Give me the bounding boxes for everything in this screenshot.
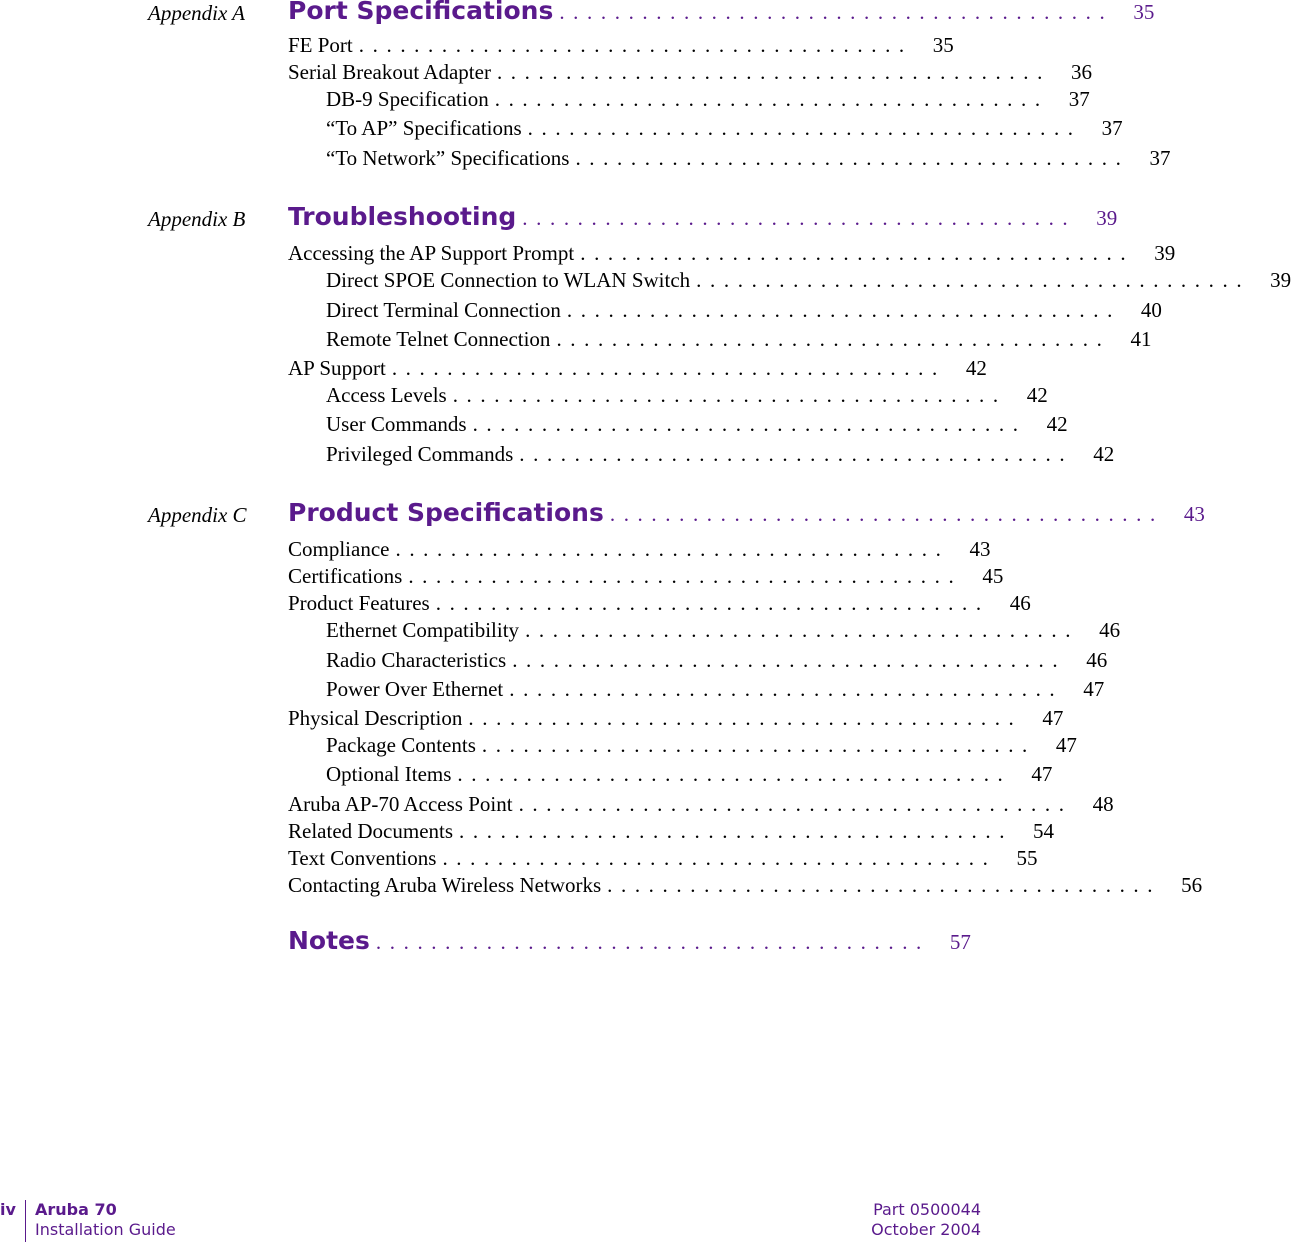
entry-title: Remote Telnet Connection [326, 327, 551, 351]
section-title: Troubleshooting [288, 202, 517, 231]
toc-entry[interactable] [288, 537, 991, 563]
toc-subentry[interactable] [326, 268, 1291, 294]
section-heading[interactable] [288, 0, 1155, 26]
entry-page-number: 36 [1070, 60, 1092, 84]
footer-guide: Installation Guide [35, 1220, 176, 1239]
toc-entry[interactable] [288, 356, 987, 382]
dot-leader: ........................................ [442, 846, 997, 870]
section-page-number: 57 [949, 930, 971, 954]
dot-leader: ........................................ [512, 648, 1067, 672]
entry-title: “To Network” Specifications [326, 146, 570, 170]
appendix-label: Appendix C [148, 503, 247, 527]
toc-entry[interactable] [288, 60, 1092, 86]
entry-title: Direct SPOE Connection to WLAN Switch [326, 268, 691, 292]
toc-subentry[interactable] [326, 116, 1123, 142]
dot-leader: ........................................ [607, 873, 1162, 897]
dot-leader: ........................................ [391, 356, 946, 380]
toc-entry[interactable] [288, 846, 1038, 872]
entry-page-number: 42 [965, 356, 987, 380]
dot-leader: ........................................ [609, 502, 1164, 526]
section-page-number: 39 [1096, 206, 1118, 230]
entry-page-number: 45 [982, 564, 1004, 588]
appendix-label: Appendix B [148, 207, 246, 231]
footer-date: October 2004 [871, 1220, 981, 1239]
entry-page-number: 54 [1033, 819, 1055, 843]
toc-entry[interactable] [288, 564, 1004, 590]
dot-leader: ........................................ [556, 327, 1111, 351]
toc-entry[interactable] [288, 819, 1055, 845]
entry-title: Privileged Commands [326, 442, 514, 466]
footer-page-number: iv [0, 1200, 16, 1219]
dot-leader: ........................................ [468, 706, 1023, 730]
toc-entry[interactable] [288, 33, 954, 59]
entry-page-number: 39 [1154, 241, 1176, 265]
section-page-number: 43 [1183, 502, 1205, 526]
footer-divider [25, 1200, 26, 1242]
entry-page-number: 48 [1092, 792, 1114, 816]
entry-title: Contacting Aruba Wireless Networks [288, 873, 602, 897]
entry-title: Optional Items [326, 762, 452, 786]
entry-title: Compliance [288, 537, 390, 561]
toc-subentry[interactable] [326, 383, 1048, 409]
section-heading[interactable] [288, 498, 1205, 528]
dot-leader: ........................................ [518, 792, 1073, 816]
entry-title: AP Support [288, 356, 386, 380]
toc-entry[interactable] [288, 706, 1064, 732]
dot-leader: ........................................ [457, 762, 1012, 786]
toc-subentry[interactable] [326, 442, 1115, 468]
toc-subentry[interactable] [326, 618, 1121, 644]
page-footer [0, 1196, 982, 1243]
entry-title: Accessing the AP Support Prompt [288, 241, 575, 265]
dot-leader: ........................................ [395, 537, 950, 561]
entry-title: Access Levels [326, 383, 447, 407]
entry-title: FE Port [288, 33, 353, 57]
entry-page-number: 41 [1130, 327, 1152, 351]
section-page-number: 35 [1133, 0, 1155, 24]
dot-leader: ........................................ [435, 591, 990, 615]
section-title: Port Specifications [288, 0, 554, 25]
entry-title: “To AP” Specifications [326, 116, 522, 140]
entry-page-number: 37 [1068, 87, 1090, 111]
entry-page-number: 42 [1026, 383, 1048, 407]
entry-page-number: 46 [1086, 648, 1108, 672]
entry-page-number: 37 [1101, 116, 1123, 140]
toc-subentry[interactable] [326, 298, 1162, 324]
appendix-label: Appendix A [148, 1, 246, 25]
footer-product: Aruba 70 [35, 1200, 117, 1219]
entry-page-number: 40 [1140, 298, 1162, 322]
dot-leader: ........................................ [519, 442, 1074, 466]
entry-page-number: 46 [1009, 591, 1031, 615]
section-heading[interactable] [288, 202, 1118, 232]
entry-page-number: 42 [1046, 412, 1068, 436]
toc-subentry[interactable] [326, 146, 1171, 172]
entry-title: Direct Terminal Connection [326, 298, 561, 322]
dot-leader: ........................................ [566, 298, 1121, 322]
dot-leader: ........................................ [452, 383, 1007, 407]
toc-entry[interactable] [288, 591, 1031, 617]
entry-page-number: 42 [1093, 442, 1115, 466]
dot-leader: ........................................ [696, 268, 1251, 292]
entry-page-number: 47 [1031, 762, 1053, 786]
entry-page-number: 47 [1055, 733, 1077, 757]
entry-title: Product Features [288, 591, 430, 615]
entry-page-number: 46 [1099, 618, 1121, 642]
entry-title: Package Contents [326, 733, 476, 757]
dot-leader: ........................................ [522, 206, 1077, 230]
toc-subentry[interactable] [326, 677, 1105, 703]
dot-leader: ........................................ [559, 0, 1114, 24]
entry-page-number: 35 [932, 33, 954, 57]
entry-title: Serial Breakout Adapter [288, 60, 491, 84]
toc-entry[interactable] [288, 873, 1203, 899]
dot-leader: ........................................ [527, 116, 1082, 140]
dot-leader: ........................................ [408, 564, 963, 588]
section-title: Notes [288, 926, 370, 955]
toc-entry[interactable] [288, 241, 1176, 267]
toc-subentry[interactable] [326, 733, 1077, 759]
entry-page-number: 55 [1016, 846, 1038, 870]
dot-leader: ........................................ [525, 618, 1080, 642]
entry-title: Radio Characteristics [326, 648, 507, 672]
entry-title: User Commands [326, 412, 467, 436]
dot-leader: ........................................ [358, 33, 913, 57]
entry-page-number: 56 [1181, 873, 1203, 897]
dot-leader: ........................................ [575, 146, 1130, 170]
toc-subentry[interactable] [326, 762, 1053, 788]
entry-title: Aruba AP-70 Access Point [288, 792, 513, 816]
entry-page-number: 39 [1270, 268, 1291, 292]
footer-part-number: Part 0500044 [873, 1200, 981, 1219]
entry-page-number: 47 [1042, 706, 1064, 730]
entry-page-number: 37 [1149, 146, 1171, 170]
dot-leader: ........................................ [375, 930, 930, 954]
entry-page-number: 43 [969, 537, 991, 561]
entry-page-number: 47 [1083, 677, 1105, 701]
entry-title: Related Documents [288, 819, 454, 843]
entry-title: Text Conventions [288, 846, 437, 870]
section-title: Product Specifications [288, 498, 604, 527]
entry-title: Physical Description [288, 706, 463, 730]
dot-leader: ........................................ [472, 412, 1027, 436]
toc-entry[interactable] [288, 792, 1114, 818]
toc-subentry[interactable] [326, 327, 1152, 353]
dot-leader: ........................................ [481, 733, 1036, 757]
dot-leader: ........................................ [509, 677, 1064, 701]
dot-leader: ........................................ [459, 819, 1014, 843]
dot-leader: ........................................ [580, 241, 1135, 265]
dot-leader: ........................................ [496, 60, 1051, 84]
dot-leader: ........................................ [494, 87, 1049, 111]
toc-subentry[interactable] [326, 87, 1090, 113]
entry-title: Ethernet Compatibility [326, 618, 520, 642]
section-heading[interactable] [288, 926, 971, 956]
toc-subentry[interactable] [326, 648, 1108, 674]
entry-title: Certifications [288, 564, 403, 588]
toc-subentry[interactable] [326, 412, 1068, 438]
entry-title: DB-9 Specification [326, 87, 489, 111]
entry-title: Power Over Ethernet [326, 677, 504, 701]
